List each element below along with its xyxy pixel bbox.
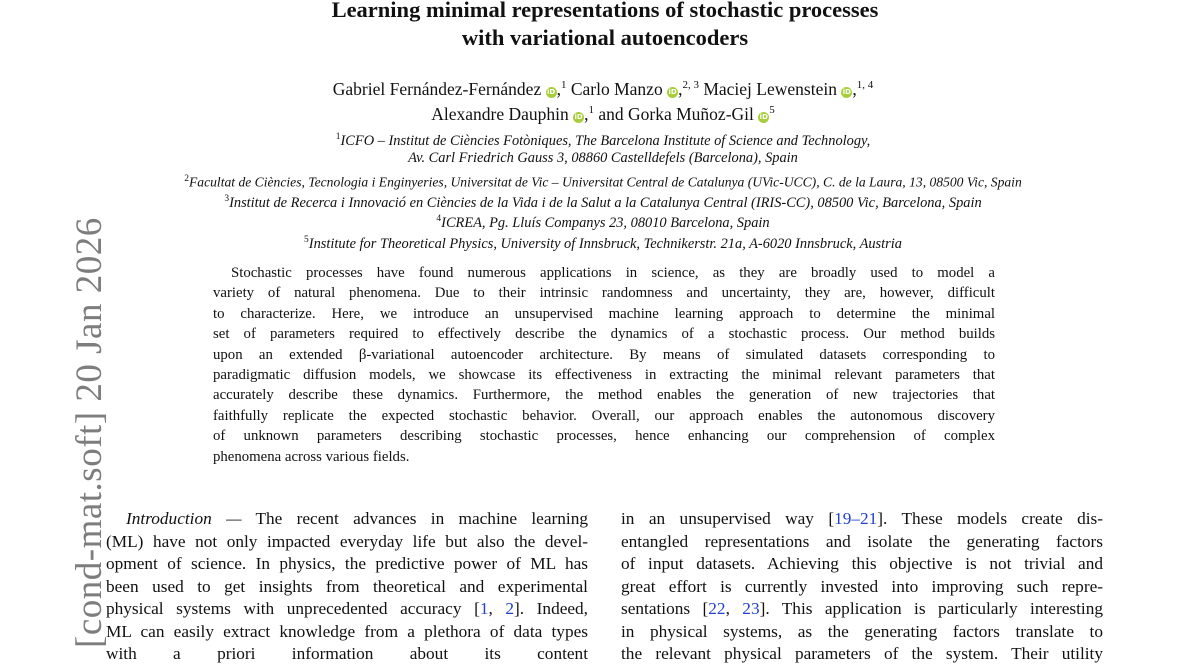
- author-line: Gabriel Fernández-Fernández iD,$^1$ Carlo Manzo iD,$^{2, 3}$ Maciej Lewenstein iD,$^{1, 4}$: [332, 78, 874, 99]
- affiliation-text: Av. Carl Friedrich Gauss 3, 08860 Castelldefels (Barcelona), Spain: [408, 150, 798, 166]
- affiliation: [0, 148, 1200, 168]
- body-line: [621, 508, 1103, 531]
- affiliation: [0, 230, 1200, 254]
- author-affil: 1: [588, 104, 594, 116]
- citation-link[interactable]: 23: [742, 599, 760, 618]
- body-line: been used to get insights from theoretical and experimental: [106, 576, 588, 596]
- body-text: ,: [725, 599, 743, 618]
- orcid-icon[interactable]: iD: [759, 112, 768, 121]
- section-heading: Introduction —: [126, 509, 242, 528]
- author-name: Gabriel Fernández-Fernández: [332, 78, 542, 99]
- body-line: (ML) have not only impacted everyday life but also the devel-: [106, 531, 588, 551]
- body-line: [106, 598, 588, 621]
- abstract: [213, 263, 995, 467]
- author-name: Carlo Manzo: [570, 78, 663, 99]
- abstract-line: Stochastic processes have found numerous applications in science, as they are broadly used to model a: [231, 265, 995, 281]
- citation-link[interactable]: 19–21: [834, 509, 878, 528]
- affiliation-number: 1: [335, 132, 341, 142]
- orcid-icon[interactable]: iD: [668, 87, 677, 96]
- affiliation-text: Institut de Recerca i Innovació en Ciències de la Vida i de la Salut a la Catalunya Central (IRIS-CC), 08500 Vic, Barcelona, Spain: [229, 194, 982, 211]
- citation-link[interactable]: 1: [479, 599, 489, 618]
- paper-title: [0, 0, 1200, 52]
- abstract-line: faithfully replicate the expected stochastic behavior. Overall, our approach enables the autonomous discovery: [213, 407, 995, 424]
- body-text: ]. These models create dis-: [877, 509, 1103, 528]
- abstract-line: upon an extended β-variational autoencoder architecture. By means of simulated datasets corresponding to: [213, 346, 995, 363]
- affiliation-number: 2: [184, 174, 189, 184]
- title-line: Learning minimal representations of stochastic processes: [331, 0, 879, 22]
- author-affil: 1, 4: [856, 79, 874, 91]
- arxiv-side-stamp: [cond-mat.soft] 20 Jan 2026: [69, 217, 110, 648]
- body-text: in an unsupervised way [: [621, 509, 835, 528]
- body-line: [621, 598, 1103, 621]
- body-line: in physical systems, as the generating factors translate to: [621, 621, 1103, 641]
- citation-link[interactable]: 2: [505, 599, 515, 618]
- orcid-icon[interactable]: iD: [546, 87, 556, 96]
- affiliation-text: ICREA, Pg. Lluís Companys 23, 08010 Barcelona, Spain: [441, 214, 770, 231]
- body-line: [106, 508, 588, 531]
- author-name: Gorka Muñoz-Gil: [628, 103, 754, 124]
- author-line: Alexandre Dauphin iD,$^1$ and Gorka Muñoz-Gil $iD^5$: [431, 103, 775, 124]
- body-text: ]. Indeed,: [514, 599, 589, 618]
- citation-link[interactable]: 22: [708, 599, 726, 618]
- body-line: entangled representations and isolate the generating factors: [621, 531, 1103, 551]
- abstract-line: variety of natural phenomena. Due to their intrinsic randomness and uncertainty, they are, however, difficult: [213, 285, 995, 302]
- author-conjunction: and: [598, 103, 624, 124]
- affiliation-number: 5: [304, 235, 309, 245]
- body-line: of input datasets. Achieving this objective is not trivial and: [621, 554, 1103, 573]
- author-affil: 1: [560, 79, 567, 91]
- body-column-right: [621, 508, 1103, 666]
- body-text: sentations [: [621, 599, 709, 618]
- body-line: ML can easily extract knowledge from a plethora of data types: [106, 621, 588, 641]
- title-line: with variational autoencoders: [461, 25, 749, 50]
- affiliation-text: ICFO – Institut de Ciències Fotòniques, The Barcelona Institute of Science and Technology,: [340, 132, 871, 149]
- body-text: ,: [488, 599, 506, 618]
- body-line: opment of science. In physics, the predictive power of ML has: [106, 554, 588, 573]
- orcid-icon[interactable]: iD: [842, 87, 851, 96]
- author-affil: 5: [769, 104, 775, 116]
- author-affil: 2, 3: [682, 79, 699, 91]
- abstract-line: to characterize. Here, we introduce an unsupervised machine learning approach to determine the minimal: [213, 305, 995, 322]
- orcid-icon[interactable]: iD: [574, 112, 583, 121]
- body-text: ]. This application is particularly interesting: [759, 599, 1103, 618]
- abstract-line: set of parameters required to effectively describe the dynamics of a stochastic process. Our method builds: [213, 326, 995, 343]
- abstract-line: paradigmatic diffusion models, we showcase its effectiveness in extracting the minimal relevant parameters that: [213, 367, 995, 384]
- body-line: great effort is currently invested into improving such repre-: [621, 576, 1103, 596]
- body-text: The recent advances in machine learning: [255, 509, 588, 528]
- body-line: with a priori information about its content: [106, 644, 588, 663]
- affiliation-text: Institute for Theoretical Physics, University of Innsbruck, Technikerstr. 21a, A-6020 Innsbruck, Austria: [308, 235, 902, 252]
- body-column-left: [106, 508, 588, 666]
- body-line: the relevant physical parameters of the system. Their utility: [621, 644, 1103, 663]
- body-text: physical systems with unprecedented accuracy [: [106, 599, 480, 618]
- affiliation-number: 3: [224, 194, 230, 204]
- affiliation-number: 4: [436, 214, 442, 224]
- author-name: Alexandre Dauphin: [431, 103, 569, 124]
- author-name: Maciej Lewenstein: [703, 78, 837, 99]
- affiliation-text: Facultat de Ciències, Tecnologia i Enginyeries, Universitat de Vic – Universitat Central de Catalunya (UVic-UCC), C. de la Laura, 13, 08500 Vic, Spain: [188, 174, 1022, 190]
- abstract-line: accurately describe these dynamics. Furthermore, the method enables the generation of new trajectories that: [213, 387, 995, 404]
- abstract-line: phenomena across various fields.: [213, 448, 410, 465]
- abstract-line: of unknown parameters describing stochastic processes, hence enhancing our comprehension of complex: [213, 428, 995, 445]
